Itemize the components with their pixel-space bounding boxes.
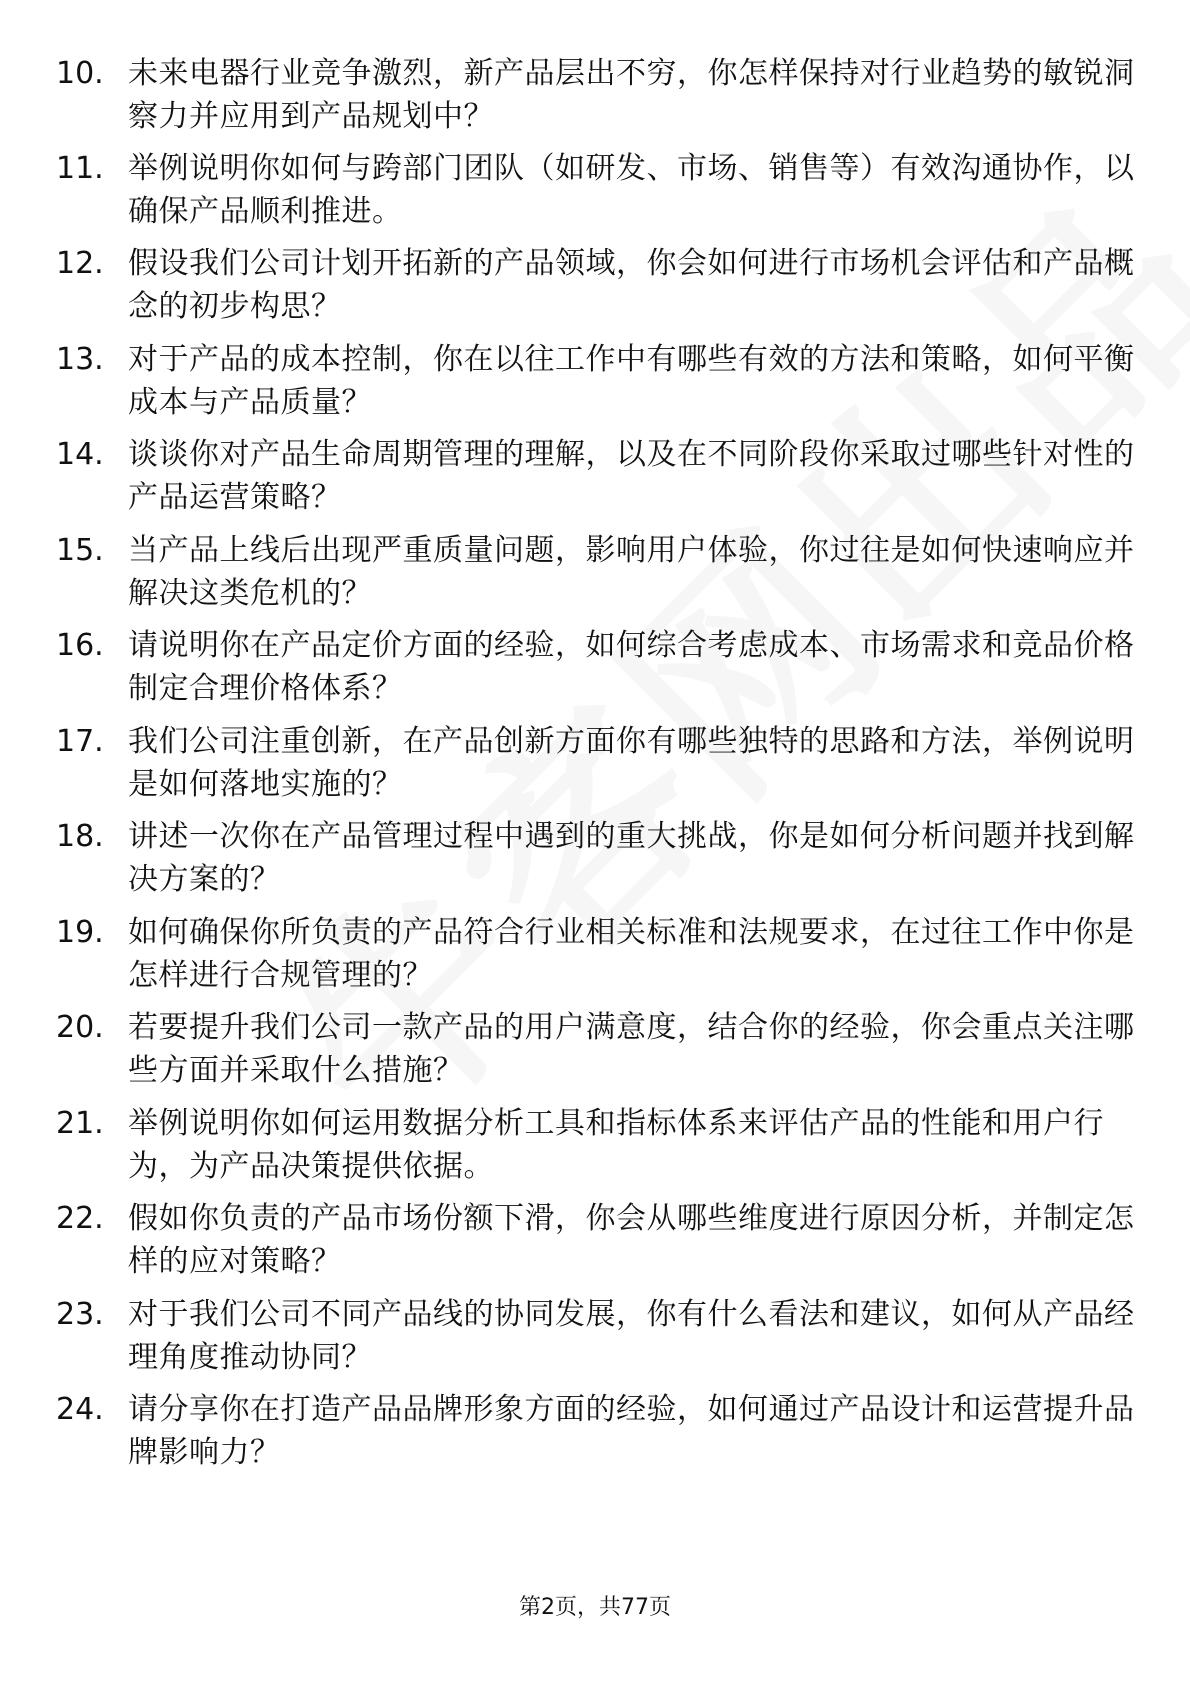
question-item [0,52,1190,144]
question-item [0,338,1190,430]
question-item [0,1102,1190,1194]
question-number: 10. [56,56,104,91]
question-number: 23. [56,1297,104,1332]
question-text: 谈谈你对产品生命周期管理的理解，以及在不同阶段你采取过哪些针对性的产品运营策略？ [128,437,1135,515]
page-footer: 第2页，共77页 [519,1595,671,1620]
question-item [0,1006,1190,1098]
question-item [0,1293,1190,1385]
question-number: 16. [56,628,104,663]
question-number: 19. [56,915,104,950]
question-text: 假如你负责的产品市场份额下滑，你会从哪些维度进行原因分析，并制定怎样的应对策略？ [128,1201,1135,1279]
question-number: 13. [56,342,104,377]
question-number: 11. [56,151,104,186]
question-text: 请分享你在打造产品品牌形象方面的经验，如何通过产品设计和运营提升品牌影响力？ [128,1392,1135,1470]
question-number: 14. [56,437,104,472]
question-item [0,242,1190,334]
question-text: 对于我们公司不同产品线的协同发展，你有什么看法和建议，如何从产品经理角度推动协同？ [128,1297,1135,1375]
question-item [0,911,1190,1003]
question-text: 假设我们公司计划开拓新的产品领域，你会如何进行市场机会评估和产品概念的初步构思？ [128,246,1135,324]
question-item [0,1197,1190,1289]
question-number: 21. [56,1106,104,1141]
question-number: 12. [56,246,104,281]
question-text: 当产品上线后出现严重质量问题，影响用户体验，你过往是如何快速响应并解决这类危机的？ [128,533,1135,611]
question-text: 若要提升我们公司一款产品的用户满意度，结合你的经验，你会重点关注哪些方面并采取什么措施？ [128,1010,1135,1088]
question-number: 15. [56,533,104,568]
question-text: 讲述一次你在产品管理过程中遇到的重大挑战，你是如何分析问题并找到解决方案的？ [128,819,1135,897]
question-text: 举例说明你如何与跨部门团队（如研发、市场、销售等）有效沟通协作，以确保产品顺利推进。 [128,151,1135,229]
question-number: 20. [56,1010,104,1045]
question-item [0,720,1190,812]
question-item [0,529,1190,621]
question-text: 未来电器行业竞争激烈，新产品层出不穷，你怎样保持对行业趋势的敏锐洞察力并应用到产品规划中？ [128,56,1135,134]
question-item [0,1388,1190,1480]
question-number: 22. [56,1201,104,1236]
question-text: 我们公司注重创新，在产品创新方面你有哪些独特的思路和方法，举例说明是如何落地实施的？ [128,724,1135,802]
question-item [0,815,1190,907]
question-text: 对于产品的成本控制，你在以往工作中有哪些有效的方法和策略，如何平衡成本与产品质量？ [128,342,1135,420]
question-item [0,147,1190,239]
question-text: 举例说明你如何运用数据分析工具和指标体系来评估产品的性能和用户行为，为产品决策提供依据。 [128,1106,1104,1184]
question-number: 24. [56,1392,104,1427]
question-item [0,624,1190,716]
question-number: 18. [56,819,104,854]
question-text: 请说明你在产品定价方面的经验，如何综合考虑成本、市场需求和竞品价格制定合理价格体系？ [128,628,1135,706]
question-number: 17. [56,724,104,759]
question-text: 如何确保你所负责的产品符合行业相关标准和法规要求，在过往工作中你是怎样进行合规管理的？ [128,915,1135,993]
question-item [0,433,1190,525]
